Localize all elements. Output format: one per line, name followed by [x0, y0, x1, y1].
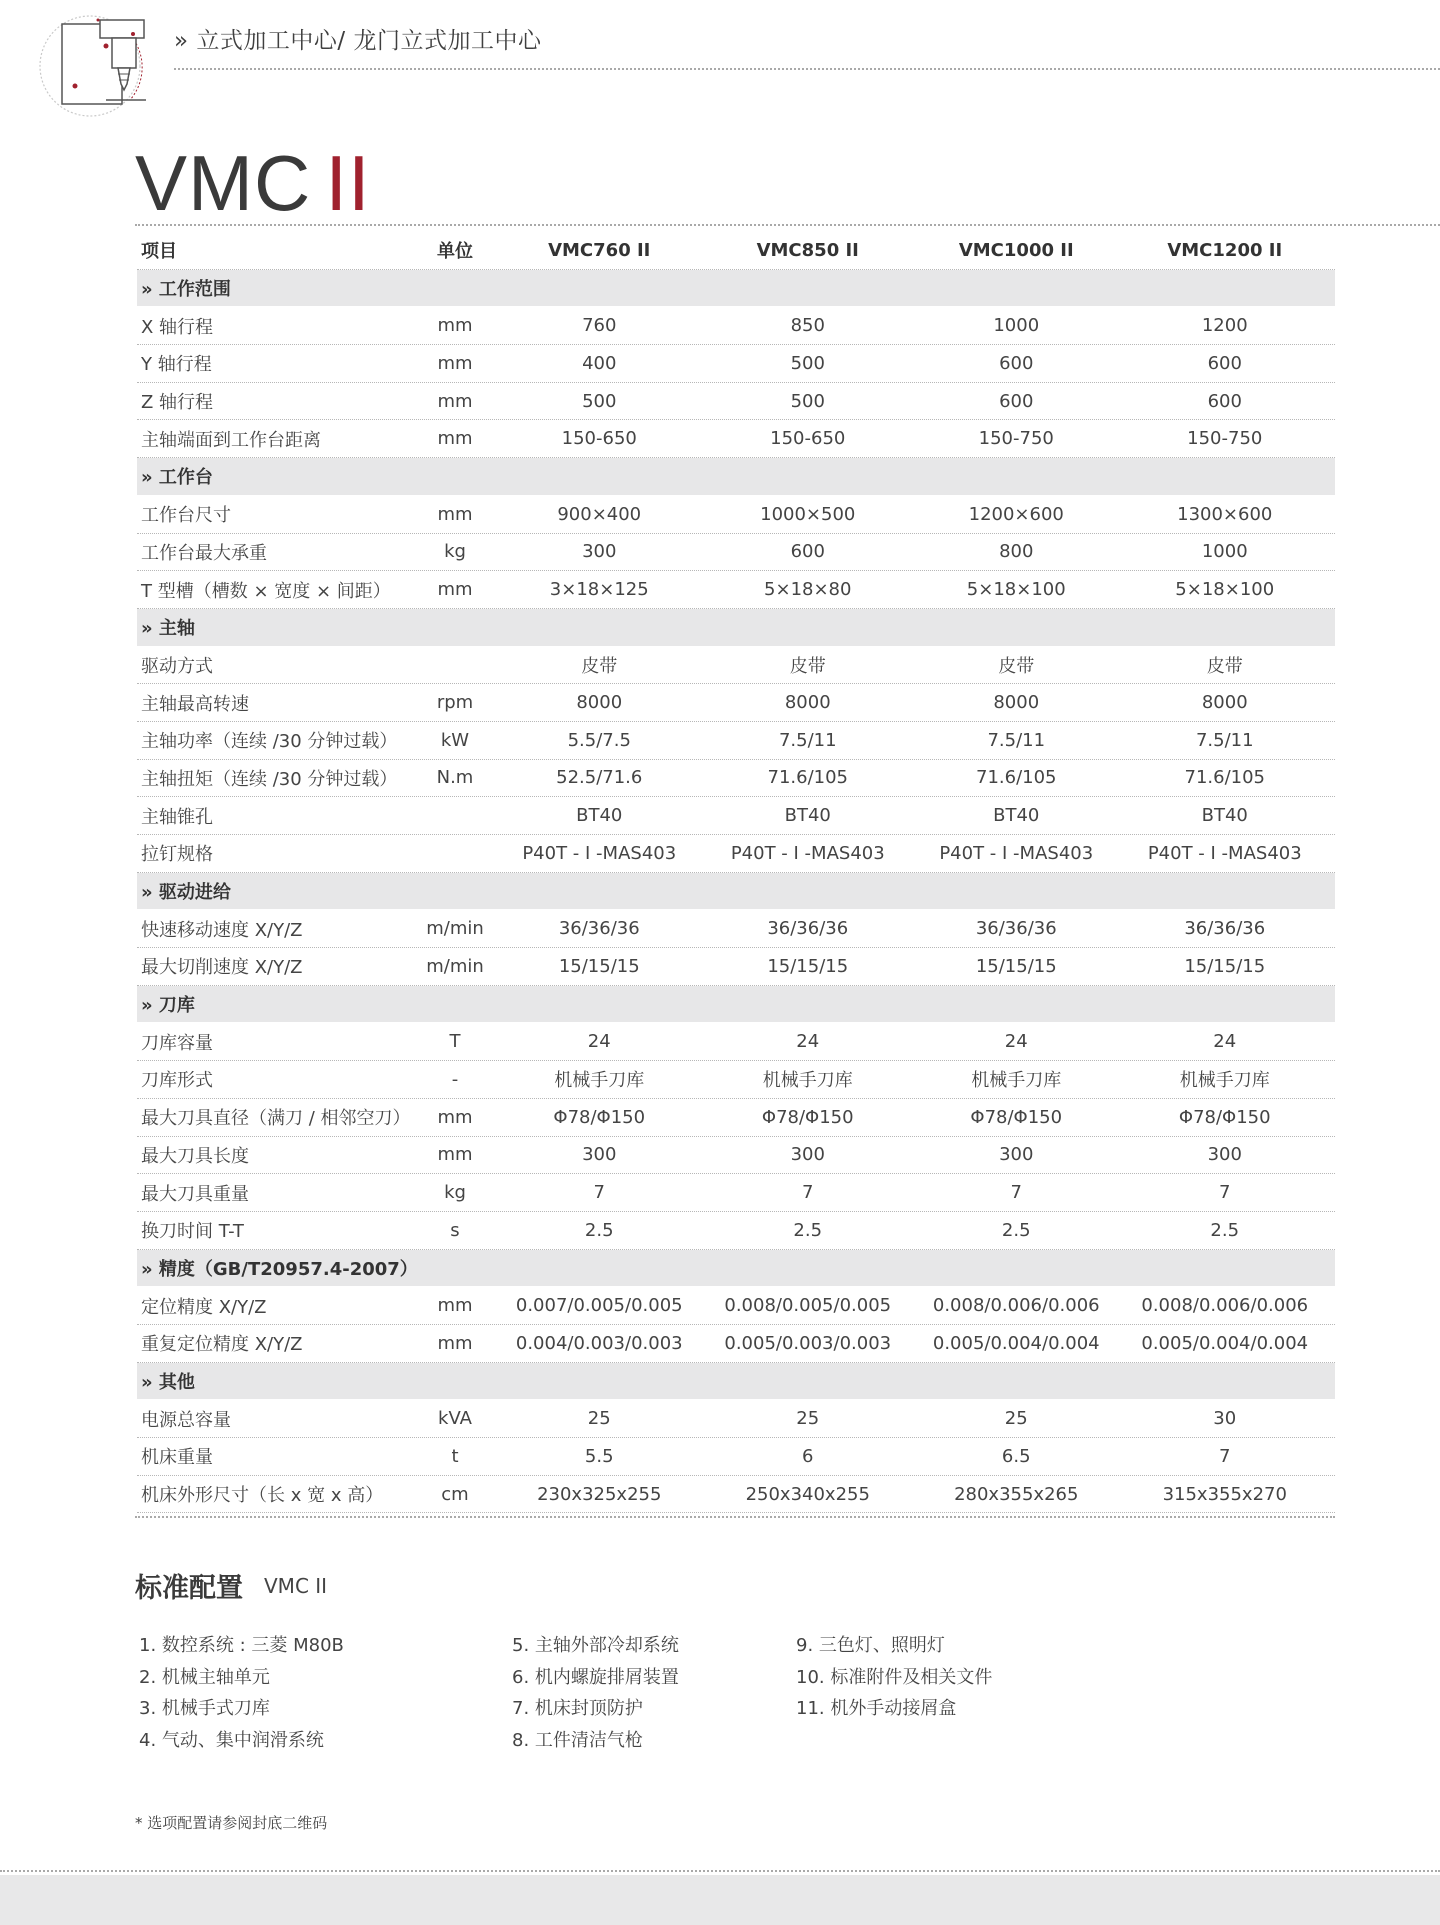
section-title: » 刀库 [141, 995, 195, 1017]
table-row [137, 1325, 1335, 1363]
standard-config-item: 9. 三色灯、照明灯 [796, 1635, 945, 1656]
table-row [137, 1400, 1335, 1438]
value-cell: 5×18×80 [764, 579, 852, 601]
standard-config-item: 3. 机械手式刀库 [139, 1698, 270, 1719]
value-cell: 25 [796, 1408, 820, 1430]
item-cell: 主轴最高转速 [141, 693, 249, 715]
unit-cell: mm [437, 315, 473, 337]
header-cell: VMC1200 II [1167, 239, 1283, 261]
footer-divider [0, 1870, 1440, 1872]
standard-config-item: 5. 主轴外部冷却系统 [512, 1635, 679, 1656]
item-cell: 电源总容量 [141, 1409, 231, 1431]
value-cell: 300 [1207, 1144, 1242, 1166]
value-cell: 皮带 [581, 655, 618, 677]
value-cell: BT40 [784, 805, 831, 827]
value-cell: 1200×600 [968, 503, 1064, 525]
value-cell: 7 [593, 1182, 605, 1204]
item-cell: 工作台最大承重 [141, 542, 267, 564]
value-cell: 7 [1219, 1445, 1231, 1467]
value-cell: 7.5/11 [1195, 729, 1254, 751]
value-cell: 8000 [784, 692, 831, 714]
value-cell: 24 [796, 1031, 820, 1053]
value-cell: 150-750 [978, 428, 1054, 450]
unit-cell: mm [437, 1144, 473, 1166]
item-cell: 机床外形尺寸（长 x 宽 x 高） [141, 1485, 384, 1507]
value-cell: 皮带 [1206, 655, 1243, 677]
unit-cell: - [451, 1068, 459, 1090]
value-cell: 600 [1207, 352, 1242, 374]
unit-cell: T [449, 1031, 461, 1053]
value-cell: 1000×500 [760, 503, 856, 525]
standard-config-column [796, 1630, 992, 1725]
unit-cell: mm [437, 1332, 473, 1354]
standard-config-item: 2. 机械主轴单元 [139, 1666, 270, 1688]
value-cell: 机械手刀库 [971, 1070, 1062, 1092]
value-cell: 1000 [993, 315, 1040, 337]
standard-config-item: 8. 工件清洁气枪 [512, 1729, 643, 1751]
value-cell: 24 [587, 1031, 611, 1053]
section-title: » 主轴 [141, 618, 195, 640]
value-cell: 5×18×100 [966, 579, 1066, 601]
unit-cell: kW [440, 729, 470, 751]
value-cell: 36/36/36 [767, 918, 849, 940]
value-cell: 0.005/0.003/0.003 [724, 1332, 892, 1354]
standard-config-item: 6. 机内螺旋排屑装置 [512, 1666, 679, 1688]
value-cell: 7 [1219, 1182, 1231, 1204]
value-cell: 机械手刀库 [554, 1070, 645, 1092]
value-cell: 7.5/11 [987, 729, 1046, 751]
value-cell: 250x340x255 [745, 1483, 870, 1505]
standard-config-item: 11. 机外手动接屑盒 [796, 1698, 957, 1719]
item-cell: 主轴扭矩（连续 /30 分钟过载） [141, 768, 398, 790]
item-cell: 主轴端面到工作台距离 [141, 429, 321, 451]
value-cell: 机械手刀库 [1179, 1070, 1270, 1092]
section-header-row [137, 873, 1335, 911]
value-cell: 0.008/0.006/0.006 [932, 1295, 1100, 1317]
table-row [137, 383, 1335, 421]
value-cell: 6.5 [1001, 1445, 1031, 1467]
value-cell: 8000 [993, 692, 1040, 714]
value-cell: Φ78/Φ150 [1178, 1106, 1271, 1128]
table-row [137, 534, 1335, 572]
table-row [137, 345, 1335, 383]
value-cell: 36/36/36 [975, 918, 1057, 940]
value-cell: 600 [790, 541, 825, 563]
section-header-row [137, 270, 1335, 308]
value-cell: 1300×600 [1177, 503, 1273, 525]
section-title: » 驱动进给 [141, 882, 231, 904]
value-cell: 300 [582, 1144, 617, 1166]
value-cell: 500 [790, 352, 825, 374]
item-cell: Y 轴行程 [141, 354, 212, 376]
item-cell: 工作台尺寸 [141, 505, 231, 527]
value-cell: 150-650 [770, 428, 846, 450]
value-cell: 机械手刀库 [762, 1070, 853, 1092]
section-title: » 工作范围 [141, 279, 231, 301]
value-cell: 25 [587, 1408, 611, 1430]
table-row [137, 571, 1335, 609]
section-header-row [137, 1363, 1335, 1401]
unit-cell: mm [437, 428, 473, 450]
value-cell: 15/15/15 [558, 955, 640, 977]
value-cell: 1200 [1201, 315, 1248, 337]
unit-cell: mm [437, 579, 473, 601]
standard-config-item: 7. 机床封顶防护 [512, 1698, 643, 1719]
value-cell: 760 [582, 315, 617, 337]
unit-cell: cm [441, 1483, 469, 1505]
table-row [137, 1476, 1335, 1514]
item-cell: 定位精度 X/Y/Z [141, 1296, 267, 1318]
standard-config-item: 4. 气动、集中润滑系统 [139, 1729, 324, 1751]
header-cell: VMC850 II [756, 239, 859, 261]
value-cell: 24 [1004, 1031, 1028, 1053]
machine-emblem-icon [34, 10, 162, 122]
item-cell: 拉钉规格 [141, 844, 213, 866]
unit-cell: rpm [436, 692, 474, 714]
table-end-divider [135, 1516, 1335, 1518]
value-cell: BT40 [993, 805, 1040, 827]
table-row [137, 647, 1335, 685]
item-cell: T 型槽（槽数 × 宽度 × 间距） [141, 580, 391, 602]
value-cell: 52.5/71.6 [556, 767, 643, 789]
header-cell: VMC760 II [548, 239, 651, 261]
item-cell: 快速移动速度 X/Y/Z [141, 919, 303, 941]
value-cell: 280x355x265 [954, 1483, 1079, 1505]
item-cell: 刀库形式 [141, 1070, 213, 1092]
unit-cell: kVA [438, 1408, 472, 1430]
value-cell: 315x355x270 [1162, 1483, 1287, 1505]
item-cell: 重复定位精度 X/Y/Z [141, 1334, 303, 1356]
value-cell: 71.6/105 [976, 767, 1057, 789]
table-row [137, 797, 1335, 835]
unit-cell: mm [437, 1106, 473, 1128]
value-cell: 皮带 [998, 655, 1035, 677]
page-title [135, 138, 371, 228]
value-cell: P40T - I -MAS403 [1147, 842, 1302, 864]
table-row [137, 1137, 1335, 1175]
value-cell: 1000 [1201, 541, 1248, 563]
table-row [137, 722, 1335, 760]
unit-cell: m/min [426, 918, 484, 940]
item-cell: 最大切削速度 X/Y/Z [141, 957, 303, 979]
value-cell: 7.5/11 [778, 729, 837, 751]
section-header-row [137, 458, 1335, 496]
value-cell: 0.004/0.003/0.003 [515, 1332, 683, 1354]
table-row [137, 1099, 1335, 1137]
spec-table [137, 232, 1335, 1513]
section-title: » 精度（GB/T20957.4-2007） [141, 1258, 418, 1280]
section-header-row [137, 986, 1335, 1024]
value-cell: 800 [999, 541, 1034, 563]
item-cell: Z 轴行程 [141, 392, 214, 414]
standard-config-column [512, 1630, 679, 1756]
value-cell: 600 [1207, 390, 1242, 412]
value-cell: P40T - I -MAS403 [730, 842, 885, 864]
value-cell: 0.007/0.005/0.005 [515, 1295, 683, 1317]
value-cell: 500 [790, 390, 825, 412]
value-cell: 36/36/36 [1184, 918, 1266, 940]
standard-config-item: 10. 标准附件及相关文件 [796, 1666, 993, 1688]
item-cell: 最大刀具长度 [141, 1145, 249, 1167]
value-cell: 600 [999, 352, 1034, 374]
unit-cell: mm [437, 503, 473, 525]
unit-cell: mm [437, 390, 473, 412]
header-cell: 项目 [141, 241, 177, 263]
item-cell: 最大刀具直径（满刀 / 相邻空刀） [141, 1108, 411, 1130]
unit-cell: m/min [426, 955, 484, 977]
value-cell: 500 [582, 390, 617, 412]
value-cell: BT40 [1201, 805, 1248, 827]
value-cell: 230x325x255 [537, 1483, 662, 1505]
header-divider [174, 68, 1440, 70]
value-cell: 2.5 [1001, 1219, 1031, 1241]
value-cell: 3×18×125 [549, 579, 649, 601]
value-cell: 71.6/105 [767, 767, 848, 789]
section-title: » 其他 [141, 1371, 195, 1393]
item-cell: 驱动方式 [141, 655, 213, 677]
item-cell: 最大刀具重量 [141, 1183, 249, 1205]
value-cell: 5×18×100 [1175, 579, 1275, 601]
table-row [137, 1174, 1335, 1212]
value-cell: 150-750 [1187, 428, 1263, 450]
value-cell: Φ78/Φ150 [970, 1106, 1063, 1128]
item-cell: 换刀时间 T-T [141, 1221, 244, 1243]
standard-config-subtitle: VMC II [264, 1574, 328, 1598]
value-cell: 5.5 [584, 1445, 614, 1467]
standard-config-title: 标准配置 [135, 1573, 243, 1604]
value-cell: 8000 [576, 692, 623, 714]
footnote: * 选项配置请参阅封底二维码 [135, 1814, 328, 1832]
value-cell: 850 [790, 315, 825, 337]
table-row [137, 1023, 1335, 1061]
value-cell: 0.008/0.006/0.006 [1141, 1295, 1309, 1317]
value-cell: 300 [790, 1144, 825, 1166]
value-cell: 900×400 [557, 503, 642, 525]
table-row [137, 420, 1335, 458]
value-cell: Φ78/Φ150 [553, 1106, 646, 1128]
value-cell: BT40 [576, 805, 623, 827]
item-cell: 主轴锥孔 [141, 806, 213, 828]
value-cell: 15/15/15 [1184, 955, 1266, 977]
breadcrumb: » 立式加工中心/ 龙门立式加工中心 [174, 28, 542, 54]
value-cell: 6 [802, 1445, 814, 1467]
value-cell: 300 [999, 1144, 1034, 1166]
unit-cell: mm [437, 352, 473, 374]
title-divider [135, 224, 1440, 226]
item-cell: 刀库容量 [141, 1032, 213, 1054]
value-cell: P40T - I -MAS403 [939, 842, 1094, 864]
standard-config-column [139, 1630, 344, 1756]
item-cell: X 轴行程 [141, 316, 214, 338]
unit-cell: s [450, 1219, 460, 1241]
unit-cell: t [451, 1445, 459, 1467]
value-cell: 0.005/0.004/0.004 [932, 1332, 1100, 1354]
page-title-roman: II [325, 139, 371, 227]
table-row [137, 1438, 1335, 1476]
item-cell: 主轴功率（连续 /30 分钟过载） [141, 731, 398, 753]
page-title-main: VMC [135, 139, 312, 227]
value-cell: 400 [582, 352, 617, 374]
table-row [137, 948, 1335, 986]
value-cell: 25 [1004, 1408, 1028, 1430]
spec-table-header [137, 232, 1335, 270]
table-row [137, 1287, 1335, 1325]
value-cell: 30 [1213, 1408, 1237, 1430]
standard-config-item: 1. 数控系统 : 三菱 M80B [139, 1635, 344, 1656]
footer-band [0, 1875, 1440, 1925]
value-cell: Φ78/Φ150 [761, 1106, 854, 1128]
value-cell: 71.6/105 [1184, 767, 1265, 789]
value-cell: 0.008/0.005/0.005 [724, 1295, 892, 1317]
value-cell: 300 [582, 541, 617, 563]
value-cell: 150-650 [561, 428, 637, 450]
table-row [137, 1061, 1335, 1099]
unit-cell: kg [444, 1182, 466, 1204]
value-cell: 24 [1213, 1031, 1237, 1053]
unit-cell: mm [437, 1295, 473, 1317]
section-title: » 工作台 [141, 467, 213, 489]
table-row [137, 496, 1335, 534]
section-header-row [137, 1250, 1335, 1288]
value-cell: 600 [999, 390, 1034, 412]
table-row [137, 1212, 1335, 1250]
value-cell: 7 [1010, 1182, 1022, 1204]
value-cell: 8000 [1201, 692, 1248, 714]
table-row [137, 910, 1335, 948]
value-cell: 2.5 [793, 1219, 823, 1241]
header-cell: 单位 [437, 241, 473, 263]
value-cell: 皮带 [789, 655, 826, 677]
value-cell: 2.5 [584, 1219, 614, 1241]
value-cell: P40T - I -MAS403 [522, 842, 677, 864]
item-cell: 机床重量 [141, 1447, 213, 1469]
value-cell: 15/15/15 [975, 955, 1057, 977]
value-cell: 5.5/7.5 [567, 729, 631, 751]
value-cell: 7 [802, 1182, 814, 1204]
value-cell: 15/15/15 [767, 955, 849, 977]
table-row [137, 760, 1335, 798]
unit-cell: kg [444, 541, 466, 563]
section-header-row [137, 609, 1335, 647]
table-row [137, 835, 1335, 873]
header-cell: VMC1000 II [958, 239, 1074, 261]
table-row [137, 684, 1335, 722]
unit-cell: N.m [436, 767, 474, 789]
value-cell: 0.005/0.004/0.004 [1141, 1332, 1309, 1354]
table-row [137, 307, 1335, 345]
value-cell: 2.5 [1210, 1219, 1240, 1241]
value-cell: 36/36/36 [558, 918, 640, 940]
